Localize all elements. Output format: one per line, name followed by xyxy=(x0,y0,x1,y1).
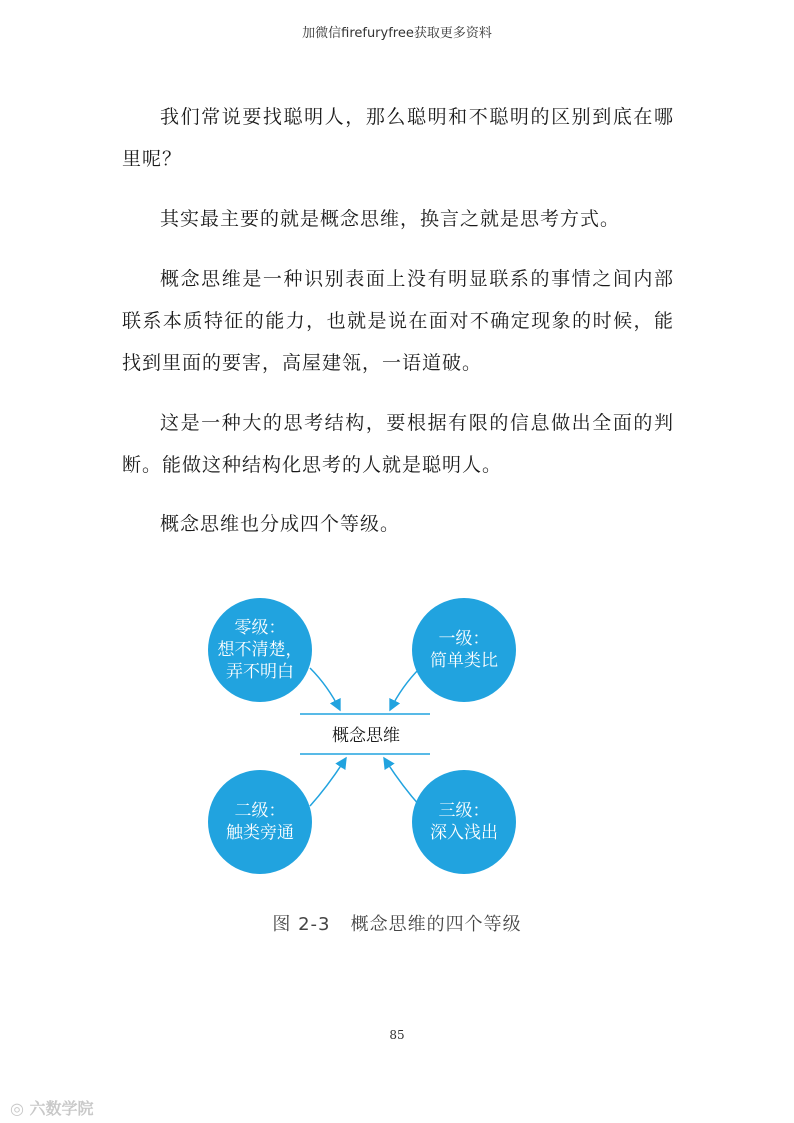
level-0-circle xyxy=(208,598,312,702)
center-concept-label: 概念思维 xyxy=(332,725,400,746)
arrow-level-0 xyxy=(310,668,340,710)
page-header: 加微信firefuryfree获取更多资料 xyxy=(302,26,492,41)
watermark-icon: ◎ xyxy=(10,1099,24,1118)
paragraph-1: 我们常说要找聪明人，那么聪明和不聪明的区别到底在哪里呢？ xyxy=(122,106,674,170)
arrow-level-1 xyxy=(390,668,420,710)
watermark-logo xyxy=(10,1096,94,1119)
level-3-line1: 深入浅出 xyxy=(430,823,498,843)
level-3-circle xyxy=(412,770,516,874)
level-2-circle xyxy=(208,770,312,874)
concept-diagram xyxy=(200,590,530,880)
level-3-title: 三级： xyxy=(438,801,490,821)
level-0-line2: 弄不明白 xyxy=(226,662,294,682)
level-0-title: 零级： xyxy=(234,618,286,638)
arrow-level-3 xyxy=(384,758,420,806)
paragraph-5: 概念思维也分成四个等级。 xyxy=(160,513,401,535)
page-number: 85 xyxy=(389,1028,405,1042)
paragraph-2: 其实最主要的就是概念思维，换言之就是思考方式。 xyxy=(160,208,621,230)
watermark-text: 六数学院 xyxy=(29,1099,94,1118)
level-1-circle xyxy=(412,598,516,702)
level-2-line1: 触类旁通 xyxy=(226,823,294,843)
level-2-title: 二级： xyxy=(234,801,286,821)
paragraph-4: 这是一种大的思考结构，要根据有限的信息做出全面的判断。能做这种结构化思考的人就是聪明人。 xyxy=(122,412,674,476)
level-1-line1: 简单类比 xyxy=(430,651,498,671)
paragraph-3: 概念思维是一种识别表面上没有明显联系的事情之间内部联系本质特征的能力，也就是说在面对不确定现象的时候，能找到里面的要害，高屋建瓴，一语道破。 xyxy=(122,268,674,374)
arrow-level-2 xyxy=(310,758,346,806)
level-0-line1: 想不清楚， xyxy=(217,640,303,660)
level-1-title: 一级： xyxy=(438,629,490,649)
figure-caption: 图 2-3 概念思维的四个等级 xyxy=(272,914,522,935)
